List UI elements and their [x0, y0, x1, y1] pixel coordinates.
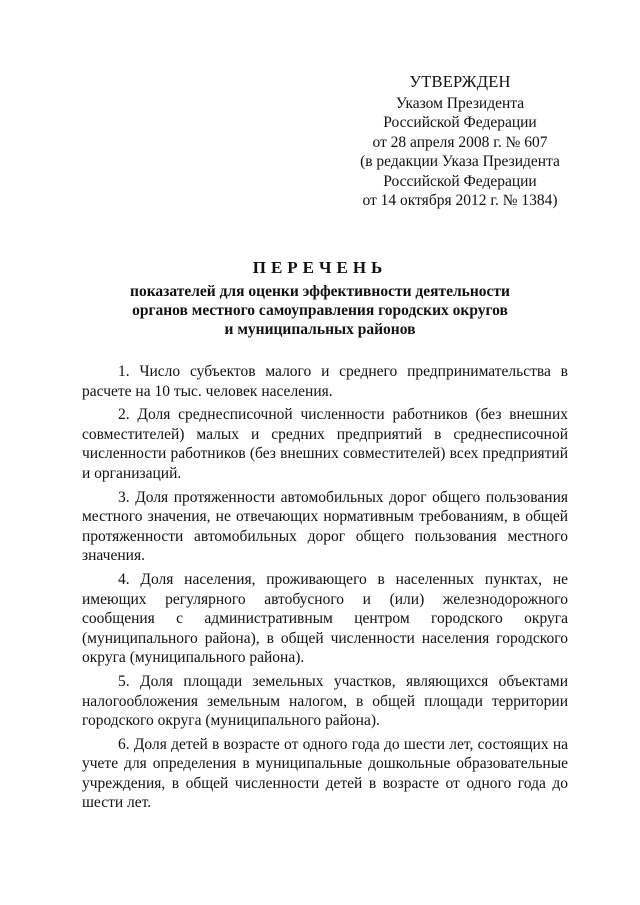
approval-block	[330, 72, 590, 211]
indicator-text: Доля населения, проживающего в населенных пунктах, не имеющих регулярного автобусного и (или) железнодорожного сообщения с административным центром городского округа (муниципального района), в общей численности населения городского округа (муниципального района).	[82, 570, 568, 667]
indicator-item	[82, 362, 568, 401]
approval-line: Российской Федерации	[383, 172, 537, 190]
approval-line: от 28 апреля 2008 г. № 607	[372, 133, 548, 151]
indicator-number: 2.	[118, 406, 130, 424]
approval-line: Указом Президента	[395, 94, 525, 112]
indicator-number: 4.	[118, 570, 130, 588]
document-subtitle-line: показателей для оценки эффективности деятельности	[130, 283, 510, 300]
indicator-number: 6.	[118, 735, 130, 753]
indicator-text: Доля площади земельных участков, являющихся объектами налогообложения земельным налогом, в общей площади территории городского округа (муниципального района).	[82, 672, 568, 730]
approval-stamp: УТВЕРЖДЕН	[409, 72, 511, 91]
indicator-item	[82, 672, 568, 731]
indicator-text: Доля протяженности автомобильных дорог общего пользования местного значения, не отвечающих нормативным требованиям, в общей протяженности автомобильных дорог общего пользования местного значения.	[82, 488, 569, 565]
document-subtitle-line: и муниципальных районов	[224, 321, 416, 338]
indicator-number: 5.	[118, 672, 130, 690]
indicator-item	[82, 488, 568, 566]
indicator-item	[82, 570, 568, 668]
indicator-text: Число субъектов малого и среднего предпринимательства в расчете на 10 тыс. человек населения.	[82, 363, 569, 400]
approval-line: Российской Федерации	[383, 114, 537, 131]
indicator-number: 3.	[118, 488, 130, 506]
indicator-item	[82, 405, 568, 483]
indicator-text: Доля среднесписочной численности работников (без внешних совместителей) малых и средних предприятий в среднесписочной численности работников (без внешних совместителей) всех предприятий и организаций.	[82, 406, 568, 482]
indicator-item	[82, 735, 568, 813]
indicator-text: Доля детей в возрасте от одного года до шести лет, состоящих на учете для определения в муниципальные дошкольные образовательные учреждения, в общей численности детей в возрасте от одного года до шести лет.	[82, 735, 569, 812]
indicator-list	[82, 362, 568, 817]
indicator-number: 1.	[118, 363, 130, 380]
document-subtitle-line: органов местного самоуправления городских округов	[132, 302, 508, 319]
document-title: ПЕРЕЧЕНЬ	[252, 258, 388, 277]
document-heading	[60, 258, 580, 339]
approval-line: от 14 октября 2012 г. № 1384)	[362, 192, 558, 209]
approval-line: (в редакции Указа Президента	[360, 153, 560, 170]
